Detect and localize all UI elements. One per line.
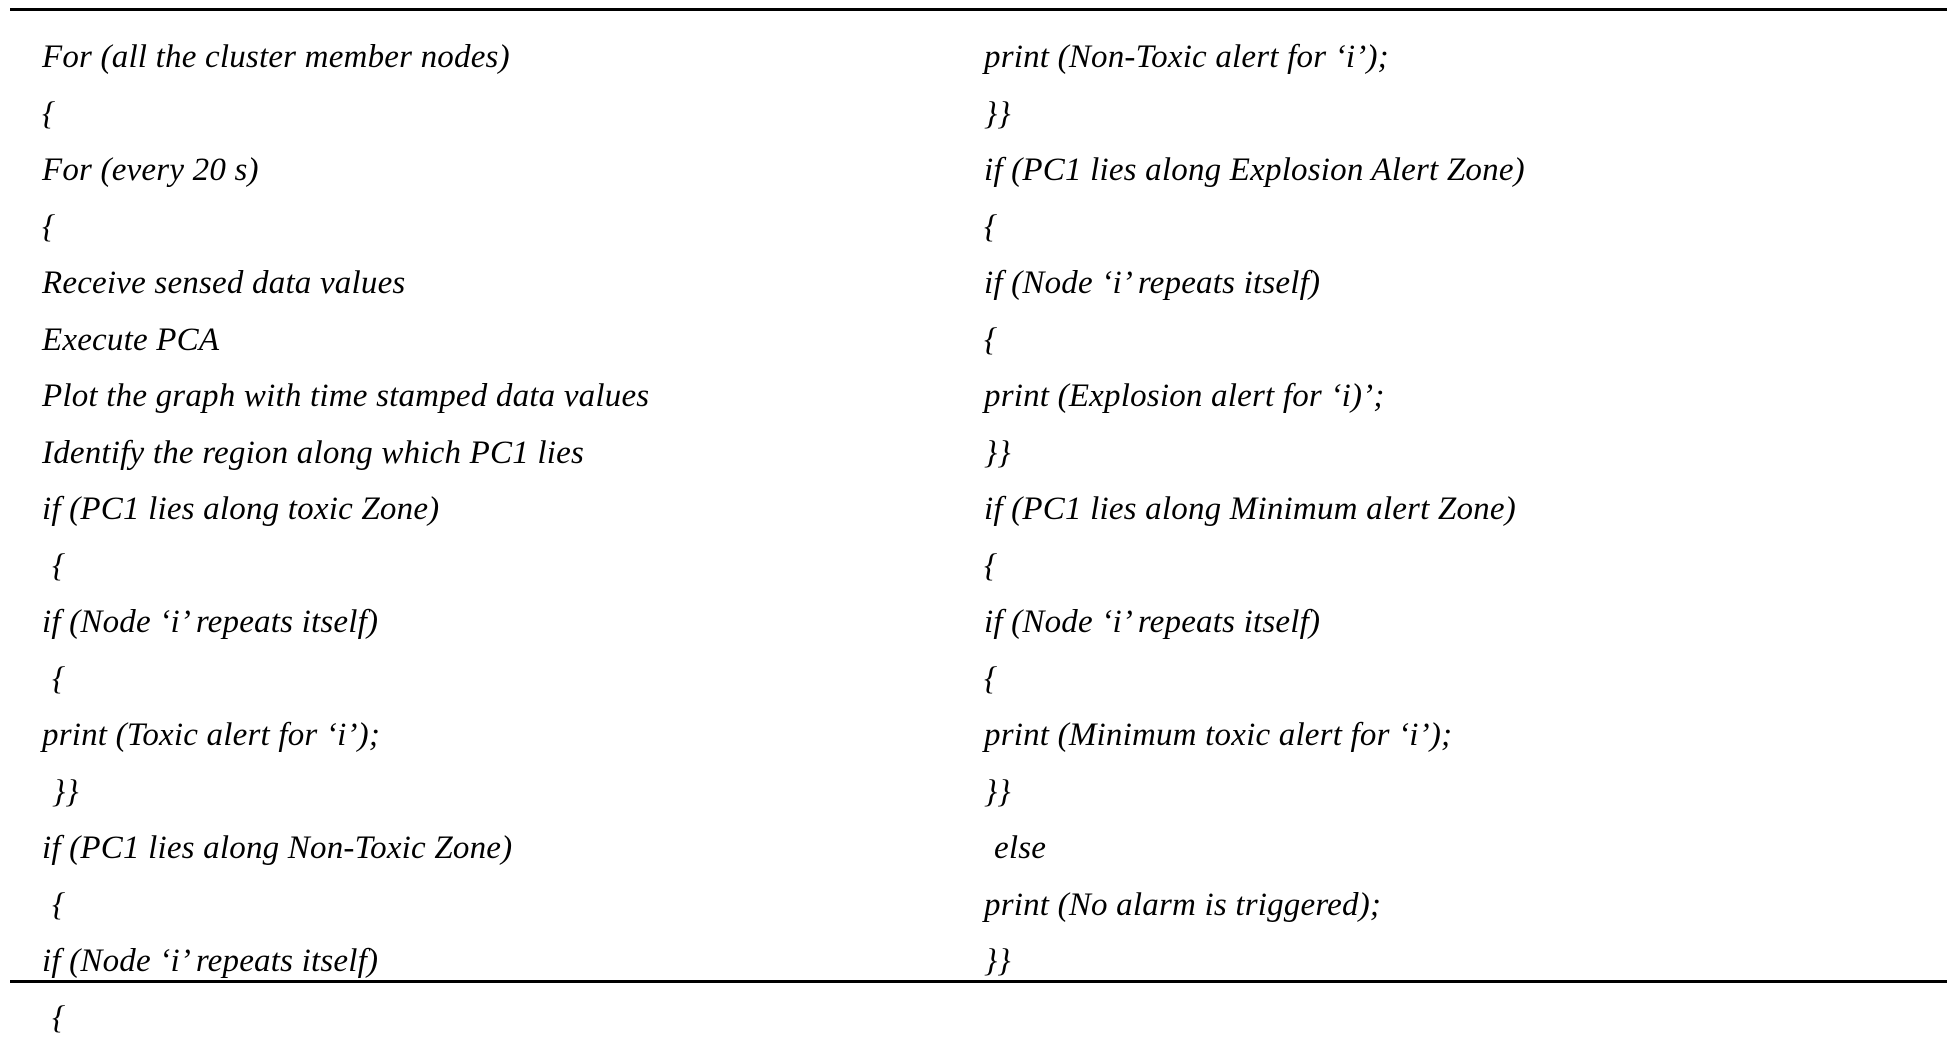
code-line: if (PC1 lies along Non-Toxic Zone) [42, 820, 974, 877]
code-line: if (Node ‘i’ repeats itself) [42, 594, 974, 651]
code-line: { [42, 199, 974, 256]
code-line: { [42, 990, 974, 1046]
code-line: }} [984, 933, 1934, 990]
algorithm-pseudocode-box [10, 8, 1947, 983]
code-line: else [984, 820, 1934, 877]
code-line: if (PC1 lies along Explosion Alert Zone) [984, 142, 1934, 199]
code-line: { [42, 538, 974, 595]
code-line: { [42, 86, 974, 143]
code-line: { [984, 312, 1934, 369]
code-line: Execute PCA [42, 312, 974, 369]
code-line: { [42, 651, 974, 708]
code-line: Identify the region along which PC1 lies [42, 425, 974, 482]
code-line: { [42, 877, 974, 934]
code-line: For (all the cluster member nodes) [42, 29, 974, 86]
pseudocode-columns [10, 11, 1947, 980]
code-line: print (Explosion alert for ‘i)’; [984, 368, 1934, 425]
code-line: if (PC1 lies along Minimum alert Zone) [984, 481, 1934, 538]
code-line: For (every 20 s) [42, 142, 974, 199]
code-line: { [984, 199, 1934, 256]
pseudocode-right-column [974, 29, 1934, 990]
code-line: print (No alarm is triggered); [984, 877, 1934, 934]
code-line: { [984, 538, 1934, 595]
code-line: }} [984, 86, 1934, 143]
code-line: if (Node ‘i’ repeats itself) [42, 933, 974, 990]
code-line: print (Minimum toxic alert for ‘i’); [984, 707, 1934, 764]
code-line: }} [984, 425, 1934, 482]
pseudocode-left-column [34, 29, 974, 1046]
code-line: if (PC1 lies along toxic Zone) [42, 481, 974, 538]
code-line: print (Non-Toxic alert for ‘i’); [984, 29, 1934, 86]
code-line: { [984, 651, 1934, 708]
code-line: }} [984, 764, 1934, 821]
code-line: if (Node ‘i’ repeats itself) [984, 255, 1934, 312]
code-line: print (Toxic alert for ‘i’); [42, 707, 974, 764]
code-line: Plot the graph with time stamped data values [42, 368, 974, 425]
code-line: Receive sensed data values [42, 255, 974, 312]
code-line: if (Node ‘i’ repeats itself) [984, 594, 1934, 651]
code-line: }} [42, 764, 974, 821]
